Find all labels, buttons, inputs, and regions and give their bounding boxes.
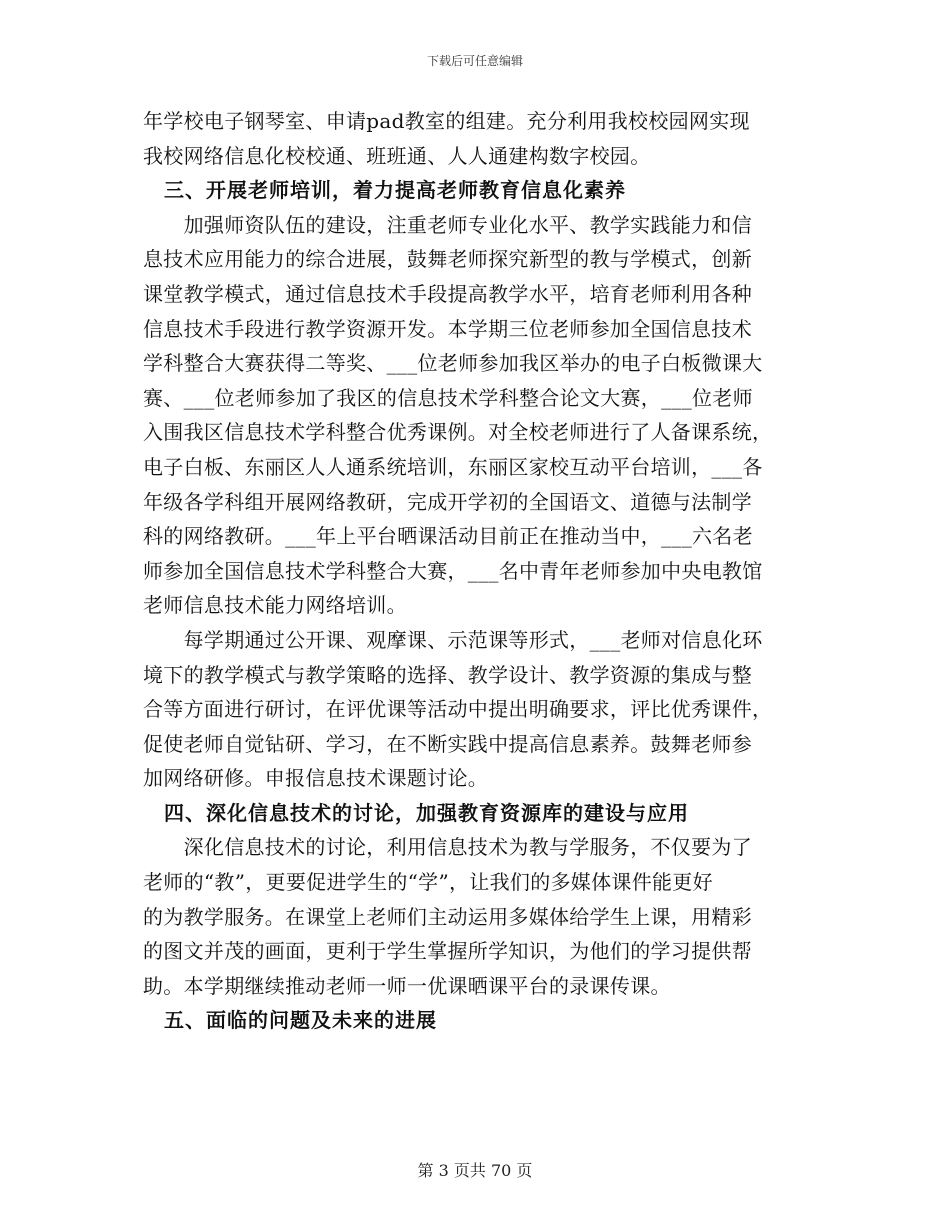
- text-line: 信息技术手段进行教学资源开发。本学期三位老师参加全国信息技术: [143, 316, 752, 341]
- text-line: 入围我区信息技术学科整合优秀课例。对全校老师进行了人备课系统，: [143, 420, 773, 445]
- text-line: 境下的教学模式与教学策略的选择、教学设计、教学资源的集成与整: [143, 662, 752, 687]
- text-line: 老师信息技术能力网络培训。: [143, 593, 407, 618]
- text-line: 年学校电子钢琴室、申请pad教室的组建。充分利用我校校园网实现: [143, 109, 750, 133]
- section-heading-3: 三、开展老师培训，着力提高老师教育信息化素养: [143, 178, 626, 203]
- text-line: 促使老师自觉钻研、学习，在不断实践中提高信息素养。鼓舞老师参: [143, 731, 752, 756]
- text-line: 加网络研修。申报信息技术课题讨论。: [143, 766, 489, 791]
- section-heading-4: 四、深化信息技术的讨论，加强教育资源库的建设与应用: [143, 800, 689, 825]
- text-line: 合等方面进行研讨，在评优课等活动中提出明确要求，评比优秀课件，: [143, 697, 773, 722]
- text-line: 赛、___位老师参加了我区的信息技术学科整合论文大赛，___位老师: [143, 385, 753, 410]
- text-line: 息技术应用能力的综合进展，鼓舞老师探究新型的教与学模式，创新: [143, 247, 752, 272]
- text-line: 深化信息技术的讨论，利用信息技术为教与学服务，不仅要为了: [143, 835, 752, 860]
- text-line: 师参加全国信息技术学科整合大赛，___名中青年老师参加中央电教馆: [143, 558, 763, 583]
- text-line: 加强师资队伍的建设，注重老师专业化水平、教学实践能力和信: [143, 212, 752, 237]
- text-line: 课堂教学模式，通过信息技术手段提高教学水平，培育老师利用各种: [143, 281, 752, 306]
- text-line: 年级各学科组开展网络教研，完成开学初的全国语文、道德与法制学: [143, 489, 752, 514]
- page-number: 第 3 页共 70 页: [417, 1161, 533, 1180]
- text-line: 电子白板、东丽区人人通系统培训，东丽区家校互动平台培训，___各: [143, 454, 763, 479]
- text-line: 我校网络信息化校校通、班班通、人人通建构数字校园。: [143, 143, 651, 168]
- text-line: 老师的“教”，更要促进学生的“学”，让我们的多媒体课件能更好: [143, 870, 713, 895]
- document-body: [143, 104, 808, 1038]
- section-heading-5: 五、面临的问题及未来的进展: [143, 1008, 437, 1033]
- text-line: 的为教学服务。在课堂上老师们主动运用多媒体给学生上课，用精彩: [143, 904, 752, 929]
- text-line: 助。本学期继续推动老师一师一优课晒课平台的录课传课。: [143, 973, 671, 998]
- text-line: 学科整合大赛获得二等奖、___位老师参加我区举办的电子白板微课大: [143, 351, 763, 376]
- page-header-note: 下载后可任意编辑: [426, 54, 523, 68]
- text-line: 每学期通过公开课、观摩课、示范课等形式，___老师对信息化环: [143, 627, 763, 652]
- text-line: 科的网络教研。___年上平台晒课活动目前正在推动当中，___六名老: [143, 524, 753, 549]
- text-line: 的图文并茂的画面，更利于学生掌握所学知识，为他们的学习提供帮: [143, 939, 752, 964]
